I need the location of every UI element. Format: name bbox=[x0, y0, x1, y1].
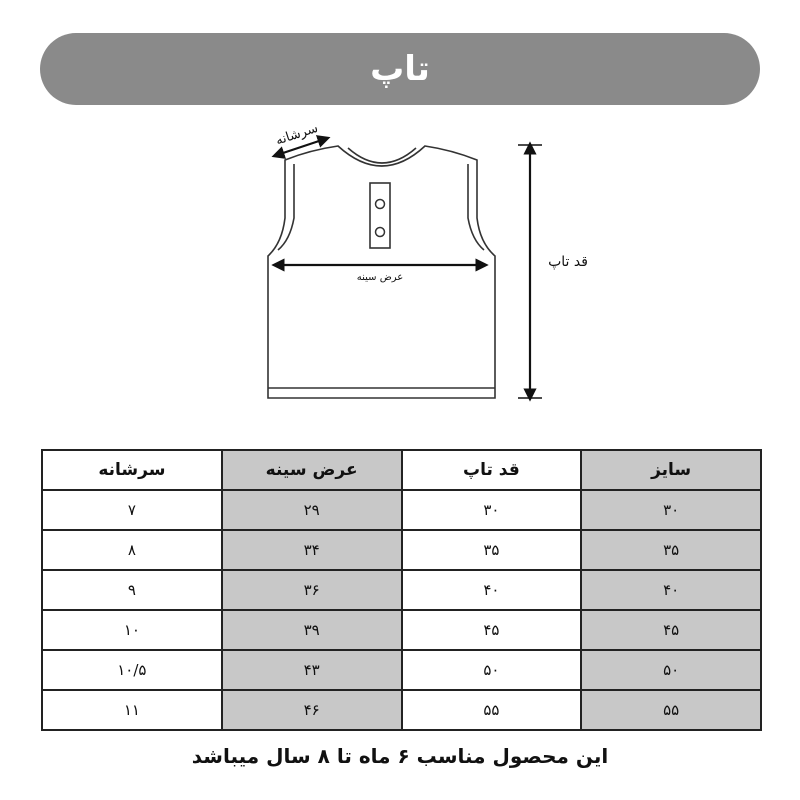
cell-shoulder: ۱۰ bbox=[42, 610, 222, 650]
cell-shoulder: ۱۱ bbox=[42, 690, 222, 730]
header-length: قد تاپ bbox=[402, 450, 582, 490]
table-header-row bbox=[42, 450, 761, 490]
table-row bbox=[42, 530, 761, 570]
header-chest: عرض سینه bbox=[222, 450, 402, 490]
cell-shoulder: ۹ bbox=[42, 570, 222, 610]
table-row bbox=[42, 690, 761, 730]
cell-size: ۳۵ bbox=[581, 530, 761, 570]
cell-shoulder: ۷ bbox=[42, 490, 222, 530]
cell-shoulder: ۱۰/۵ bbox=[42, 650, 222, 690]
header-size: سایز bbox=[581, 450, 761, 490]
cell-size: ۴۵ bbox=[581, 610, 761, 650]
cell-length: ۴۰ bbox=[402, 570, 582, 610]
footer-note: این محصول مناسب ۶ ماه تا ۸ سال میباشد bbox=[191, 744, 609, 768]
cell-size: ۳۰ bbox=[581, 490, 761, 530]
cell-chest: ۴۶ bbox=[222, 690, 402, 730]
length-label: قد تاپ bbox=[548, 254, 588, 270]
cell-chest: ۳۶ bbox=[222, 570, 402, 610]
table-row bbox=[42, 610, 761, 650]
size-diagram bbox=[190, 108, 610, 430]
page-title: تاپ bbox=[370, 49, 430, 89]
cell-chest: ۲۹ bbox=[222, 490, 402, 530]
cell-length: ۵۰ bbox=[402, 650, 582, 690]
cell-size: ۴۰ bbox=[581, 570, 761, 610]
table-row bbox=[42, 490, 761, 530]
size-table bbox=[41, 449, 762, 731]
cell-shoulder: ۸ bbox=[42, 530, 222, 570]
cell-chest: ۴۳ bbox=[222, 650, 402, 690]
cell-size: ۵۵ bbox=[581, 690, 761, 730]
shoulder-label: سرشانه bbox=[273, 120, 320, 149]
table-row bbox=[42, 570, 761, 610]
title-bar bbox=[40, 33, 760, 105]
button-icon bbox=[376, 228, 385, 237]
cell-length: ۵۵ bbox=[402, 690, 582, 730]
cell-chest: ۳۹ bbox=[222, 610, 402, 650]
cell-length: ۴۵ bbox=[402, 610, 582, 650]
button-icon bbox=[376, 200, 385, 209]
cell-size: ۵۰ bbox=[581, 650, 761, 690]
cell-length: ۳۵ bbox=[402, 530, 582, 570]
header-shoulder: سرشانه bbox=[42, 450, 222, 490]
cell-length: ۳۰ bbox=[402, 490, 582, 530]
cell-chest: ۳۴ bbox=[222, 530, 402, 570]
table-row bbox=[42, 650, 761, 690]
chest-label: عرض سینه bbox=[356, 272, 404, 283]
